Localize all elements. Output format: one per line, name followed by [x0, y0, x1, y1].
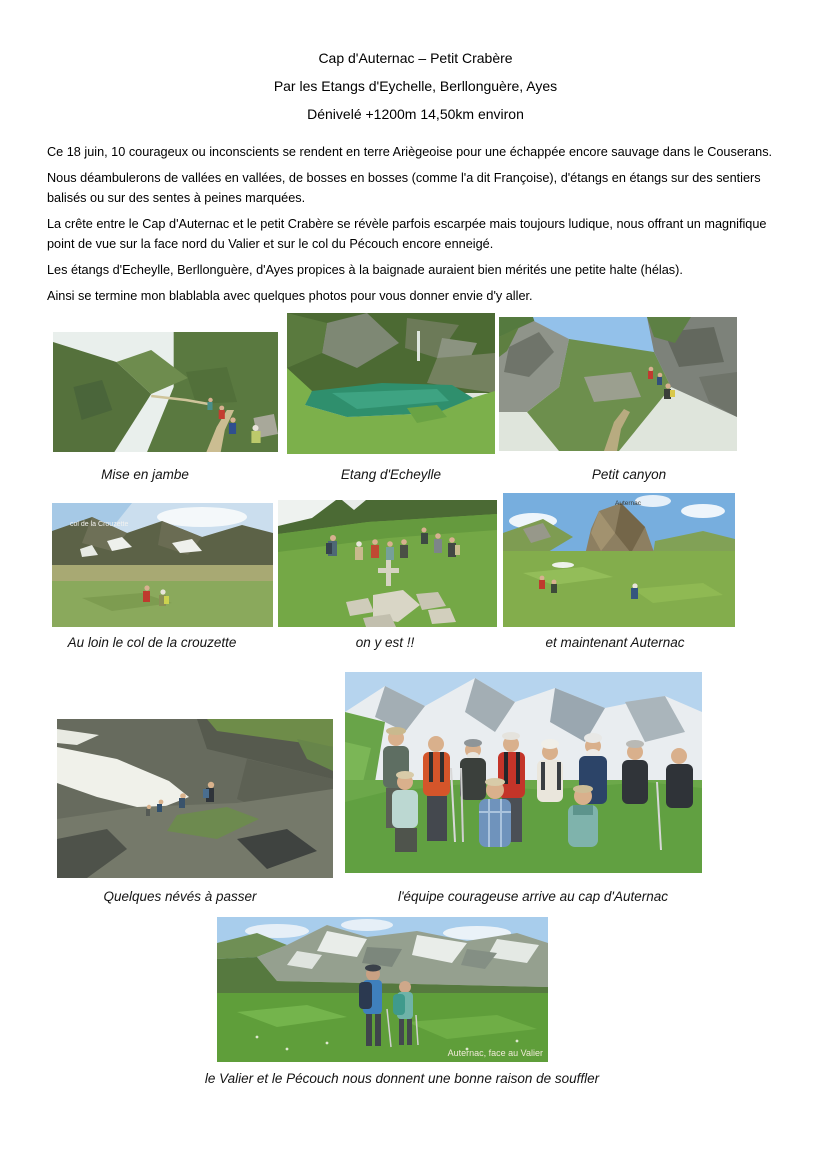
caption-equipe: l'équipe courageuse arrive au cap d'Auternac	[397, 889, 669, 904]
photo-overlay-auternac: Auternac	[615, 500, 642, 507]
caption-neves: Quelques névés à passer	[103, 889, 257, 904]
photo-petit-canyon	[499, 317, 737, 451]
peak-and-meadow-illustration	[503, 493, 735, 627]
photo-valier-view	[217, 917, 548, 1062]
snowy-col-illustration	[52, 503, 273, 627]
paragraph-4: Les étangs d'Echeylle, Berllonguère, d'Ayes propices à la baignade auraient bien mérités une petite halte (hélas).	[47, 263, 683, 277]
photo-neves	[57, 719, 333, 878]
text-block	[0, 0, 826, 306]
snowfield-climb-illustration	[57, 719, 333, 878]
paragraph-3: La crête entre le Cap d'Auternac et le petit Crabère se révèle parfois escarpée mais toujours ludique, nous offrant un magnifique point de vue sur la face nord du Valier et sur le col du Pécouch encore enneigé.	[47, 217, 767, 251]
caption-auternac-peak: et maintenant Auternac	[545, 635, 685, 650]
mountain-trail-illustration	[53, 332, 278, 452]
photo-overlay-crouzette: col de la Crouzette	[70, 521, 129, 528]
page-subtitle: Par les Etangs d'Eychelle, Berllonguère, Ayes	[273, 78, 558, 94]
caption-on-y-est: on y est !!	[355, 635, 415, 650]
valier-panorama-illustration	[217, 917, 548, 1062]
paragraph-5: Ainsi se termine mon blablabla avec quelques photos pour vous donner envie d'y aller.	[47, 289, 533, 303]
canyon-illustration	[499, 317, 737, 451]
photo-mise-en-jambe	[53, 332, 278, 452]
caption-col-crouzette: Au loin le col de la crouzette	[67, 635, 237, 650]
page-stats-line: Dénivelé +1200m 14,50km environ	[307, 106, 524, 122]
paragraph-1: Ce 18 juin, 10 courageux ou inconscients se rendent en terre Ariègeoise pour une échappée encore sauvage dans le Couserans.	[47, 145, 773, 159]
photo-col-crouzette	[52, 503, 273, 627]
lake-illustration	[287, 313, 495, 454]
photo-etang-echeylle	[287, 313, 495, 454]
photo-equipe-groupe	[345, 672, 702, 873]
caption-valier: le Valier et le Pécouch nous donnent une bonne raison de souffler	[204, 1071, 600, 1086]
photo-overlay-valier: Auternac, face au Valier	[447, 1048, 543, 1058]
group-summit-illustration	[345, 672, 702, 873]
photo-auternac-peak	[503, 493, 735, 627]
group-on-meadow-illustration	[278, 500, 497, 627]
caption-mise-en-jambe: Mise en jambe	[101, 467, 189, 482]
page-title: Cap d'Auternac – Petit Crabère	[318, 50, 513, 66]
caption-petit-canyon: Petit canyon	[591, 467, 667, 482]
photo-on-y-est	[278, 500, 497, 627]
paragraph-2: Nous déambulerons de vallées en vallées, de bosses en bosses (comme l'a dit Françoise), d'étangs en étangs sur des sentiers balisés ou sur des sentes à peines marquées.	[47, 171, 761, 205]
caption-etang-echeylle: Etang d'Echeylle	[340, 467, 442, 482]
